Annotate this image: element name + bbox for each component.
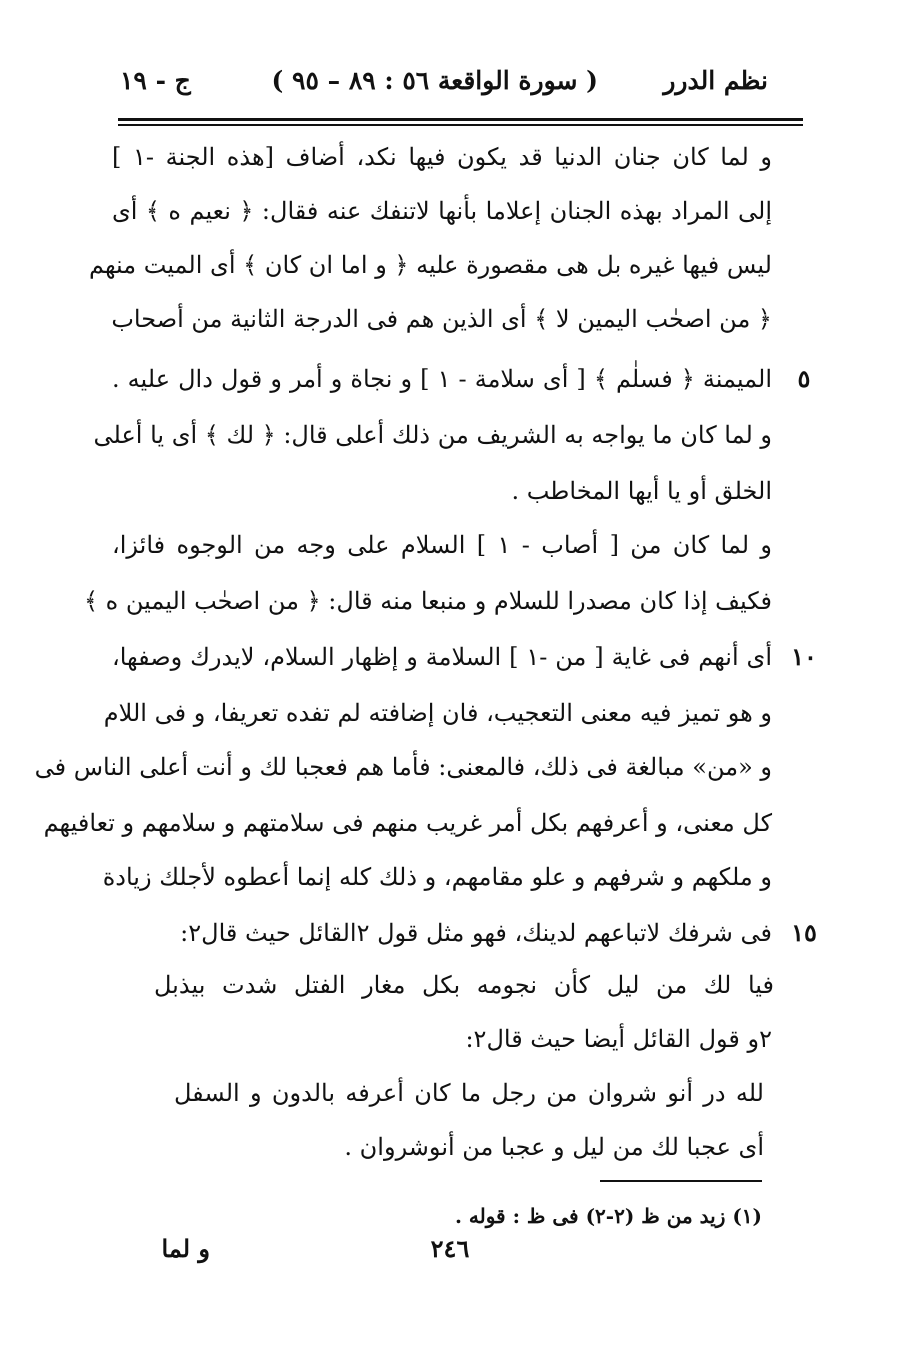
page-number: ٢٤٦ bbox=[430, 1234, 470, 1263]
text-line-9: فكيف إذا كان مصدرا للسلام و منبعا منه قال: ﴿ من اصحٰب اليمين ه ﴾ bbox=[83, 587, 772, 615]
header-rule-thick bbox=[118, 118, 803, 121]
catchword: و لما bbox=[161, 1234, 210, 1263]
poetry-verse-2: لله در أنو شروان من رجل ما كان أعرفه بالدون و السفل bbox=[174, 1079, 764, 1107]
line-number-15: ١٥ bbox=[791, 918, 817, 947]
text-line-4: ﴿ من اصحٰب اليمين لا ﴾ أى الذين هم فى الدرجة الثانية من أصحاب bbox=[111, 305, 772, 333]
text-line-3: ليس فيها غيره بل هى مقصورة عليه ﴿ و اما ان كان ﴾ أى الميت منهم bbox=[88, 251, 772, 279]
text-line-17: ٢و قول القائل أيضا حيث قال٢: bbox=[465, 1025, 772, 1053]
line-number-5: ٥ bbox=[797, 364, 811, 393]
text-line-2: إلى المراد بهذه الجنان إعلاما بأنها لاتنفك عنه فقال: ﴿ نعيم ه ﴾ أى bbox=[112, 197, 772, 225]
text-line-19: أى عجبا لك من ليل و عجبا من أنوشروان . bbox=[344, 1133, 764, 1161]
volume-label: ج - ١٩ bbox=[120, 66, 191, 95]
text-line-6: و لما كان ما يواجه به الشريف من ذلك أعلى قال: ﴿ لك ﴾ أى يا أعلى bbox=[93, 421, 772, 449]
text-line-13: كل معنى، و أعرفهم بكل أمر غريب منهم فى سلامتهم و سلامهم و تعافيهم bbox=[43, 809, 772, 837]
text-line-15: فى شرفك لاتباعهم لدينك، فهو مثل قول ٢القائل حيث قال٢: bbox=[180, 919, 772, 947]
text-line-14: و ملكهم و شرفهم و علو مقامهم، و ذلك كله إنما أعطوه لأجلك زيادة bbox=[102, 863, 772, 891]
poetry-verse-1: فيا لك من ليل كأن نجومه بكل مغار الفتل شدت بيذبل bbox=[154, 971, 774, 999]
line-number-10: ١٠ bbox=[791, 642, 817, 671]
surah-reference: ( سورة الواقعة ٥٦ : ٨٩ – ٩٥ ) bbox=[271, 66, 598, 95]
text-line-10: أى أنهم فى غاية [ من -١ ] السلامة و إظهار السلام، لايدرك وصفها، bbox=[112, 643, 773, 671]
text-line-1: و لما كان جنان الدنيا قد يكون فيها نكد، أضاف [هذه الجنة -١ ] bbox=[112, 143, 773, 171]
text-line-8: و لما كان من [ أصاب - ١ ] السلام على وجه من الوجوه فائزا، bbox=[112, 531, 772, 559]
footnote: (١) زيد من ظ (٢-٢) فى ظ : قوله . bbox=[454, 1204, 762, 1228]
text-line-5: الميمنة ﴿ فسلٰم ﴾ [ أى سلامة - ١ ] و نجاة و أمر و قول دال عليه . bbox=[112, 365, 772, 393]
header-rule-thin bbox=[118, 124, 803, 126]
book-title: نظم الدرر bbox=[663, 66, 768, 95]
running-header bbox=[120, 66, 768, 106]
footnote-rule bbox=[600, 1180, 762, 1182]
text-line-12: و «من» مبالغة فى ذلك، فالمعنى: فأما هم فعجبا لك و أنت أعلى الناس فى bbox=[34, 753, 772, 781]
text-line-7: الخلق أو يا أيها المخاطب . bbox=[511, 477, 772, 505]
text-line-11: و هو تميز فيه معنى التعجيب، فان إضافته لم تفده تعريفا، و فى اللام bbox=[103, 699, 772, 727]
